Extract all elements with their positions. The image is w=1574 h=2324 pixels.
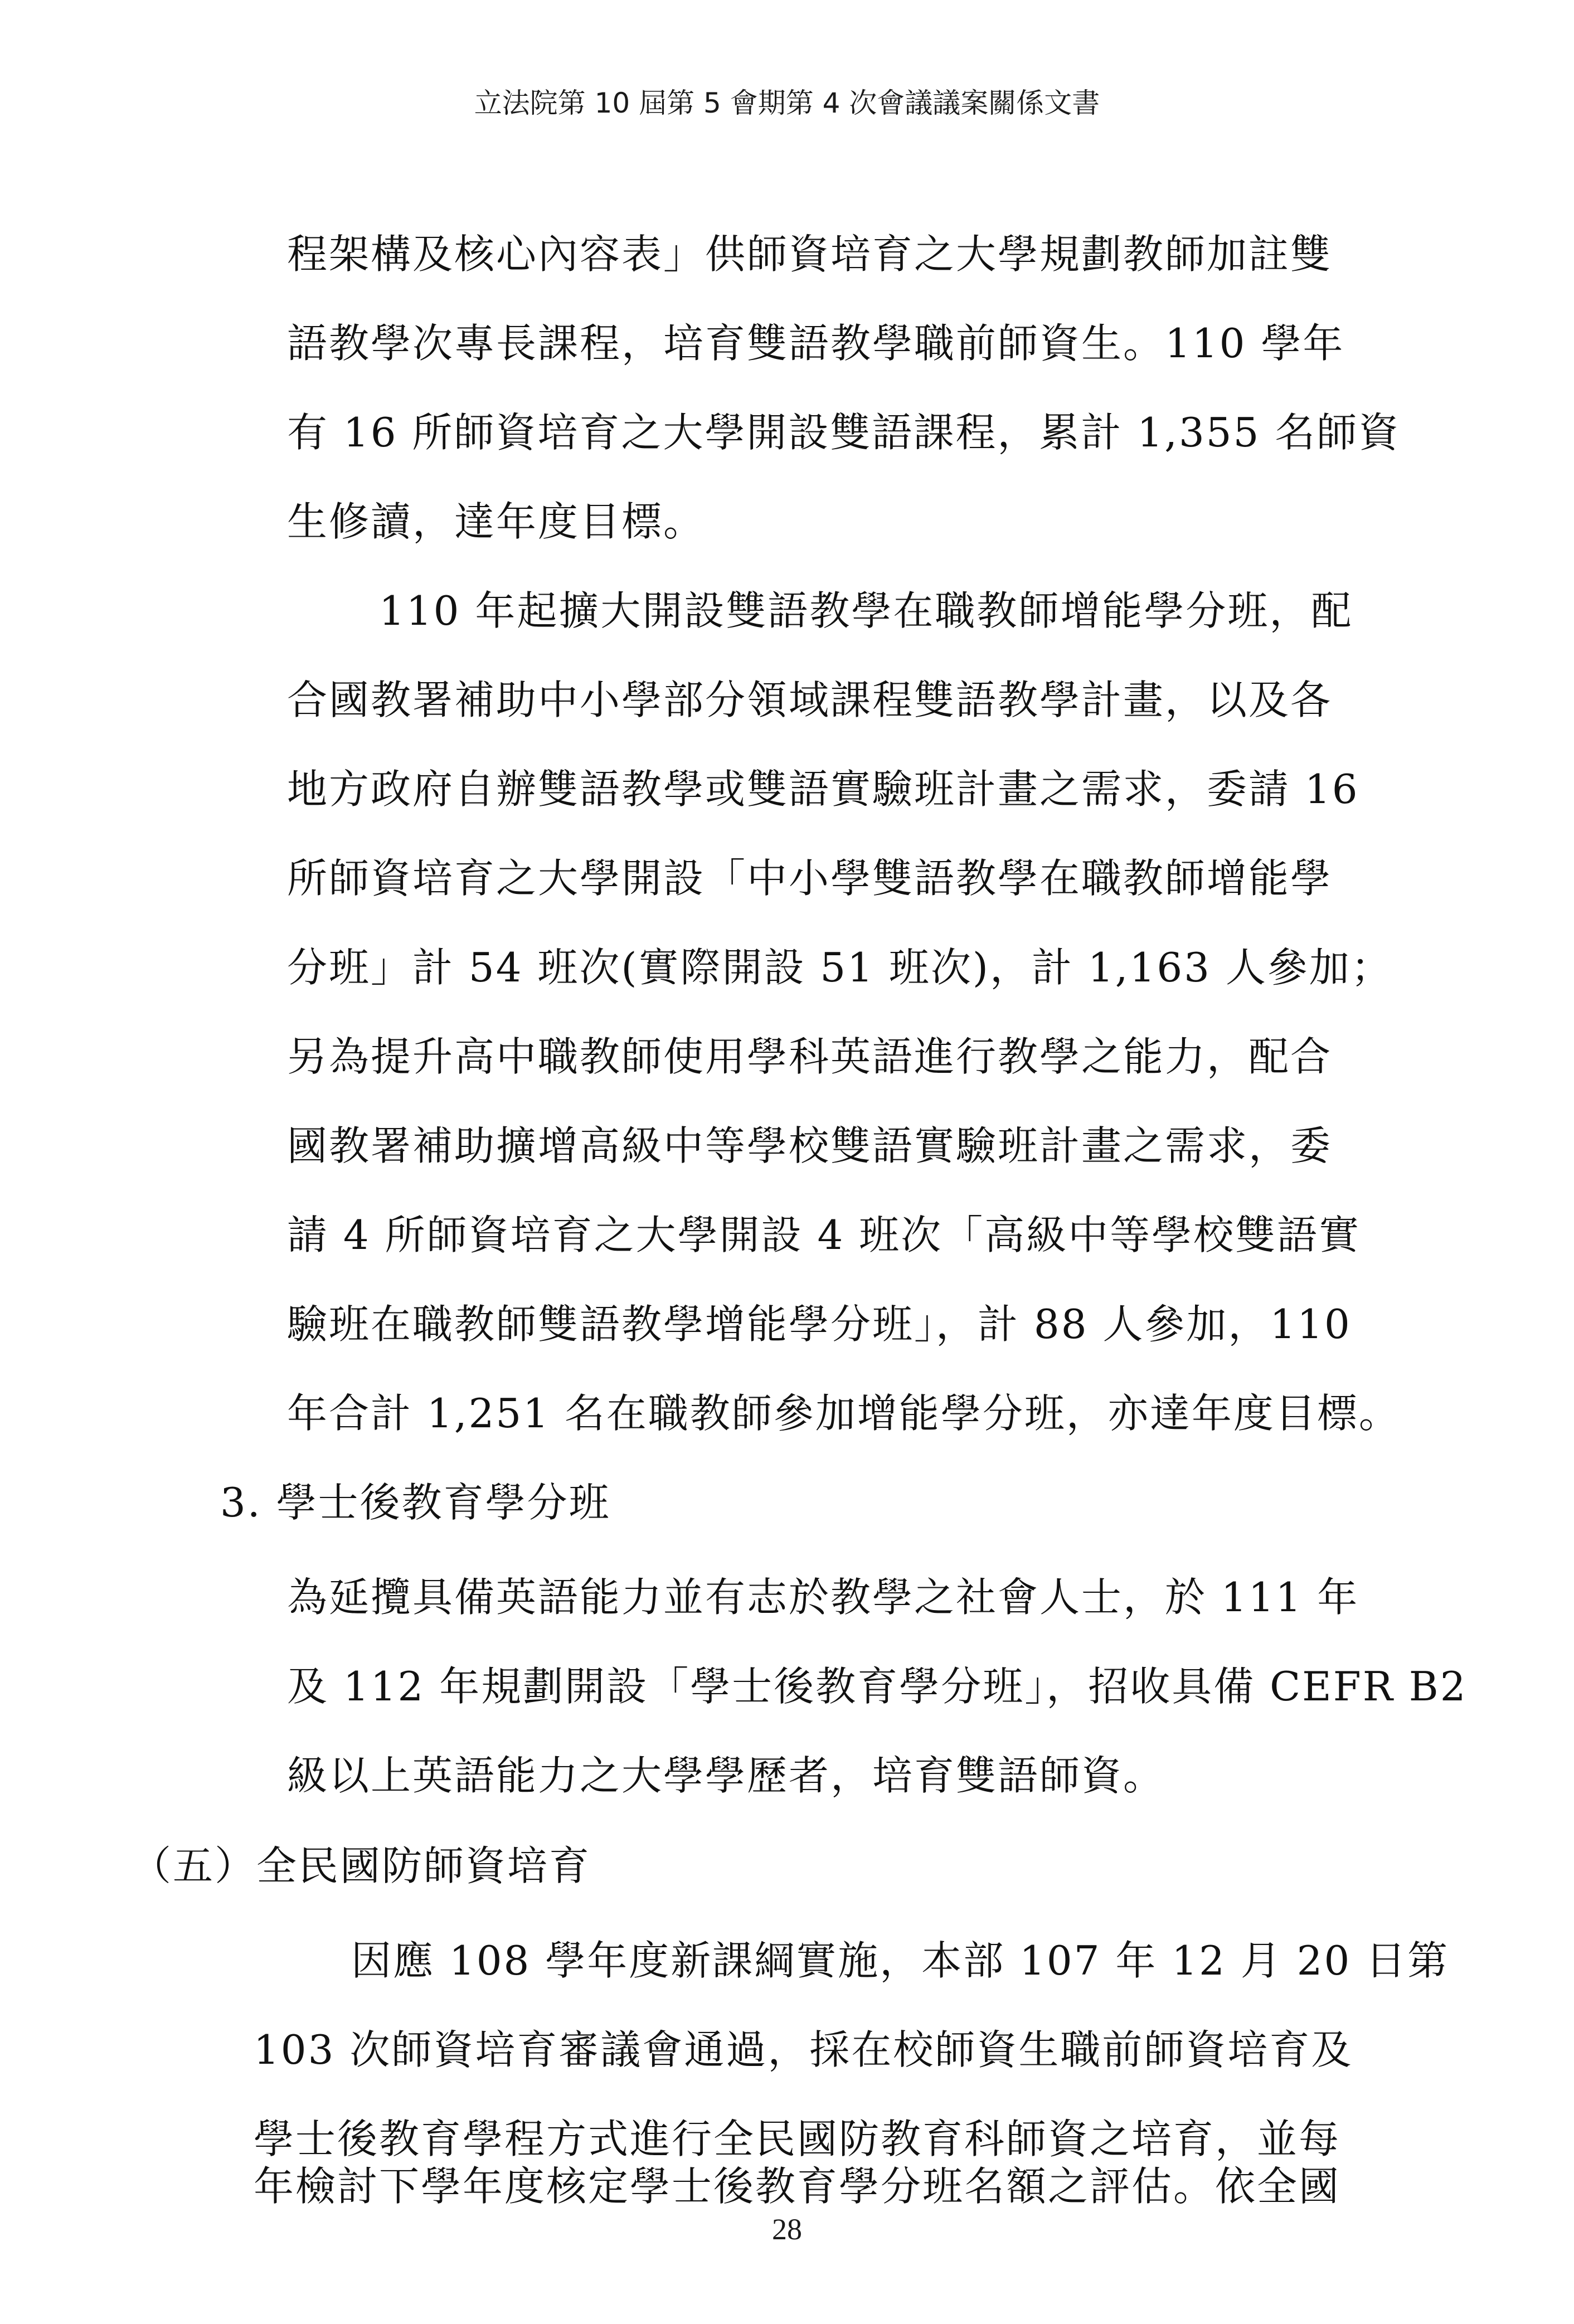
paragraph-line: 地方政府自辦雙語教學或雙語實驗班計畫之需求，委請 16 [287,766,1359,813]
paragraph-line: 級以上英語能力之大學學歷者，培育雙語師資。 [287,1752,1165,1799]
paragraph-line: 學士後教育學程方式進行全民國防教育科師資之培育，並每 [254,2116,1341,2162]
section-heading: （五）全民國防師資培育 [131,1842,591,1889]
paragraph-line: 103 次師資培育審議會通過，採在校師資生職前師資培育及 [254,2026,1353,2073]
paragraph-line: 及 112 年規劃開設「學士後教育學分班」，招收具備 CEFR B2 [287,1663,1468,1710]
paragraph-line: 所師資培育之大學開設「中小學雙語教學在職教師增能學 [287,855,1333,902]
section-heading: 3. 學士後教育學分班 [220,1479,611,1526]
paragraph-line: 程架構及核心內容表」供師資培育之大學規劃教師加註雙 [287,231,1333,278]
paragraph-line: 合國教署補助中小學部分領域課程雙語教學計畫，以及各 [287,677,1333,723]
paragraph-line: 驗班在職教師雙語教學增能學分班」，計 88 人參加，110 [287,1301,1352,1348]
paragraph-line: 生修讀，達年度目標。 [287,498,706,545]
paragraph-line: 因應 108 學年度新課綱實施，本部 107 年 12 月 20 日第 [351,1937,1450,1984]
document-header: 立法院第 10 屆第 5 會期第 4 次會議議案關係文書 [474,87,1100,119]
page-number: 28 [772,2213,802,2246]
paragraph-line: 年合計 1,251 名在職教師參加增能學分班，亦達年度目標。 [287,1390,1401,1437]
paragraph-line: 為延攬具備英語能力並有志於教學之社會人士，於 111 年 [287,1574,1359,1621]
paragraph-line: 另為提升高中職教師使用學科英語進行教學之能力，配合 [287,1033,1333,1080]
paragraph-line: 有 16 所師資培育之大學開設雙語課程，累計 1,355 名師資 [287,409,1401,456]
paragraph-line: 請 4 所師資培育之大學開設 4 班次「高級中等學校雙語實 [287,1212,1361,1258]
paragraph-line: 年檢討下學年度核定學士後教育學分班名額之評估。依全國 [254,2163,1341,2210]
paragraph-line: 分班」計 54 班次(實際開設 51 班次)，計 1,163 人參加； [287,944,1393,991]
paragraph-line: 語教學次專長課程，培育雙語教學職前師資生。110 學年 [287,320,1345,367]
paragraph-line: 國教署補助擴增高級中等學校雙語實驗班計畫之需求，委 [287,1122,1333,1169]
paragraph-line: 110 年起擴大開設雙語教學在職教師增能學分班，配 [379,587,1353,634]
